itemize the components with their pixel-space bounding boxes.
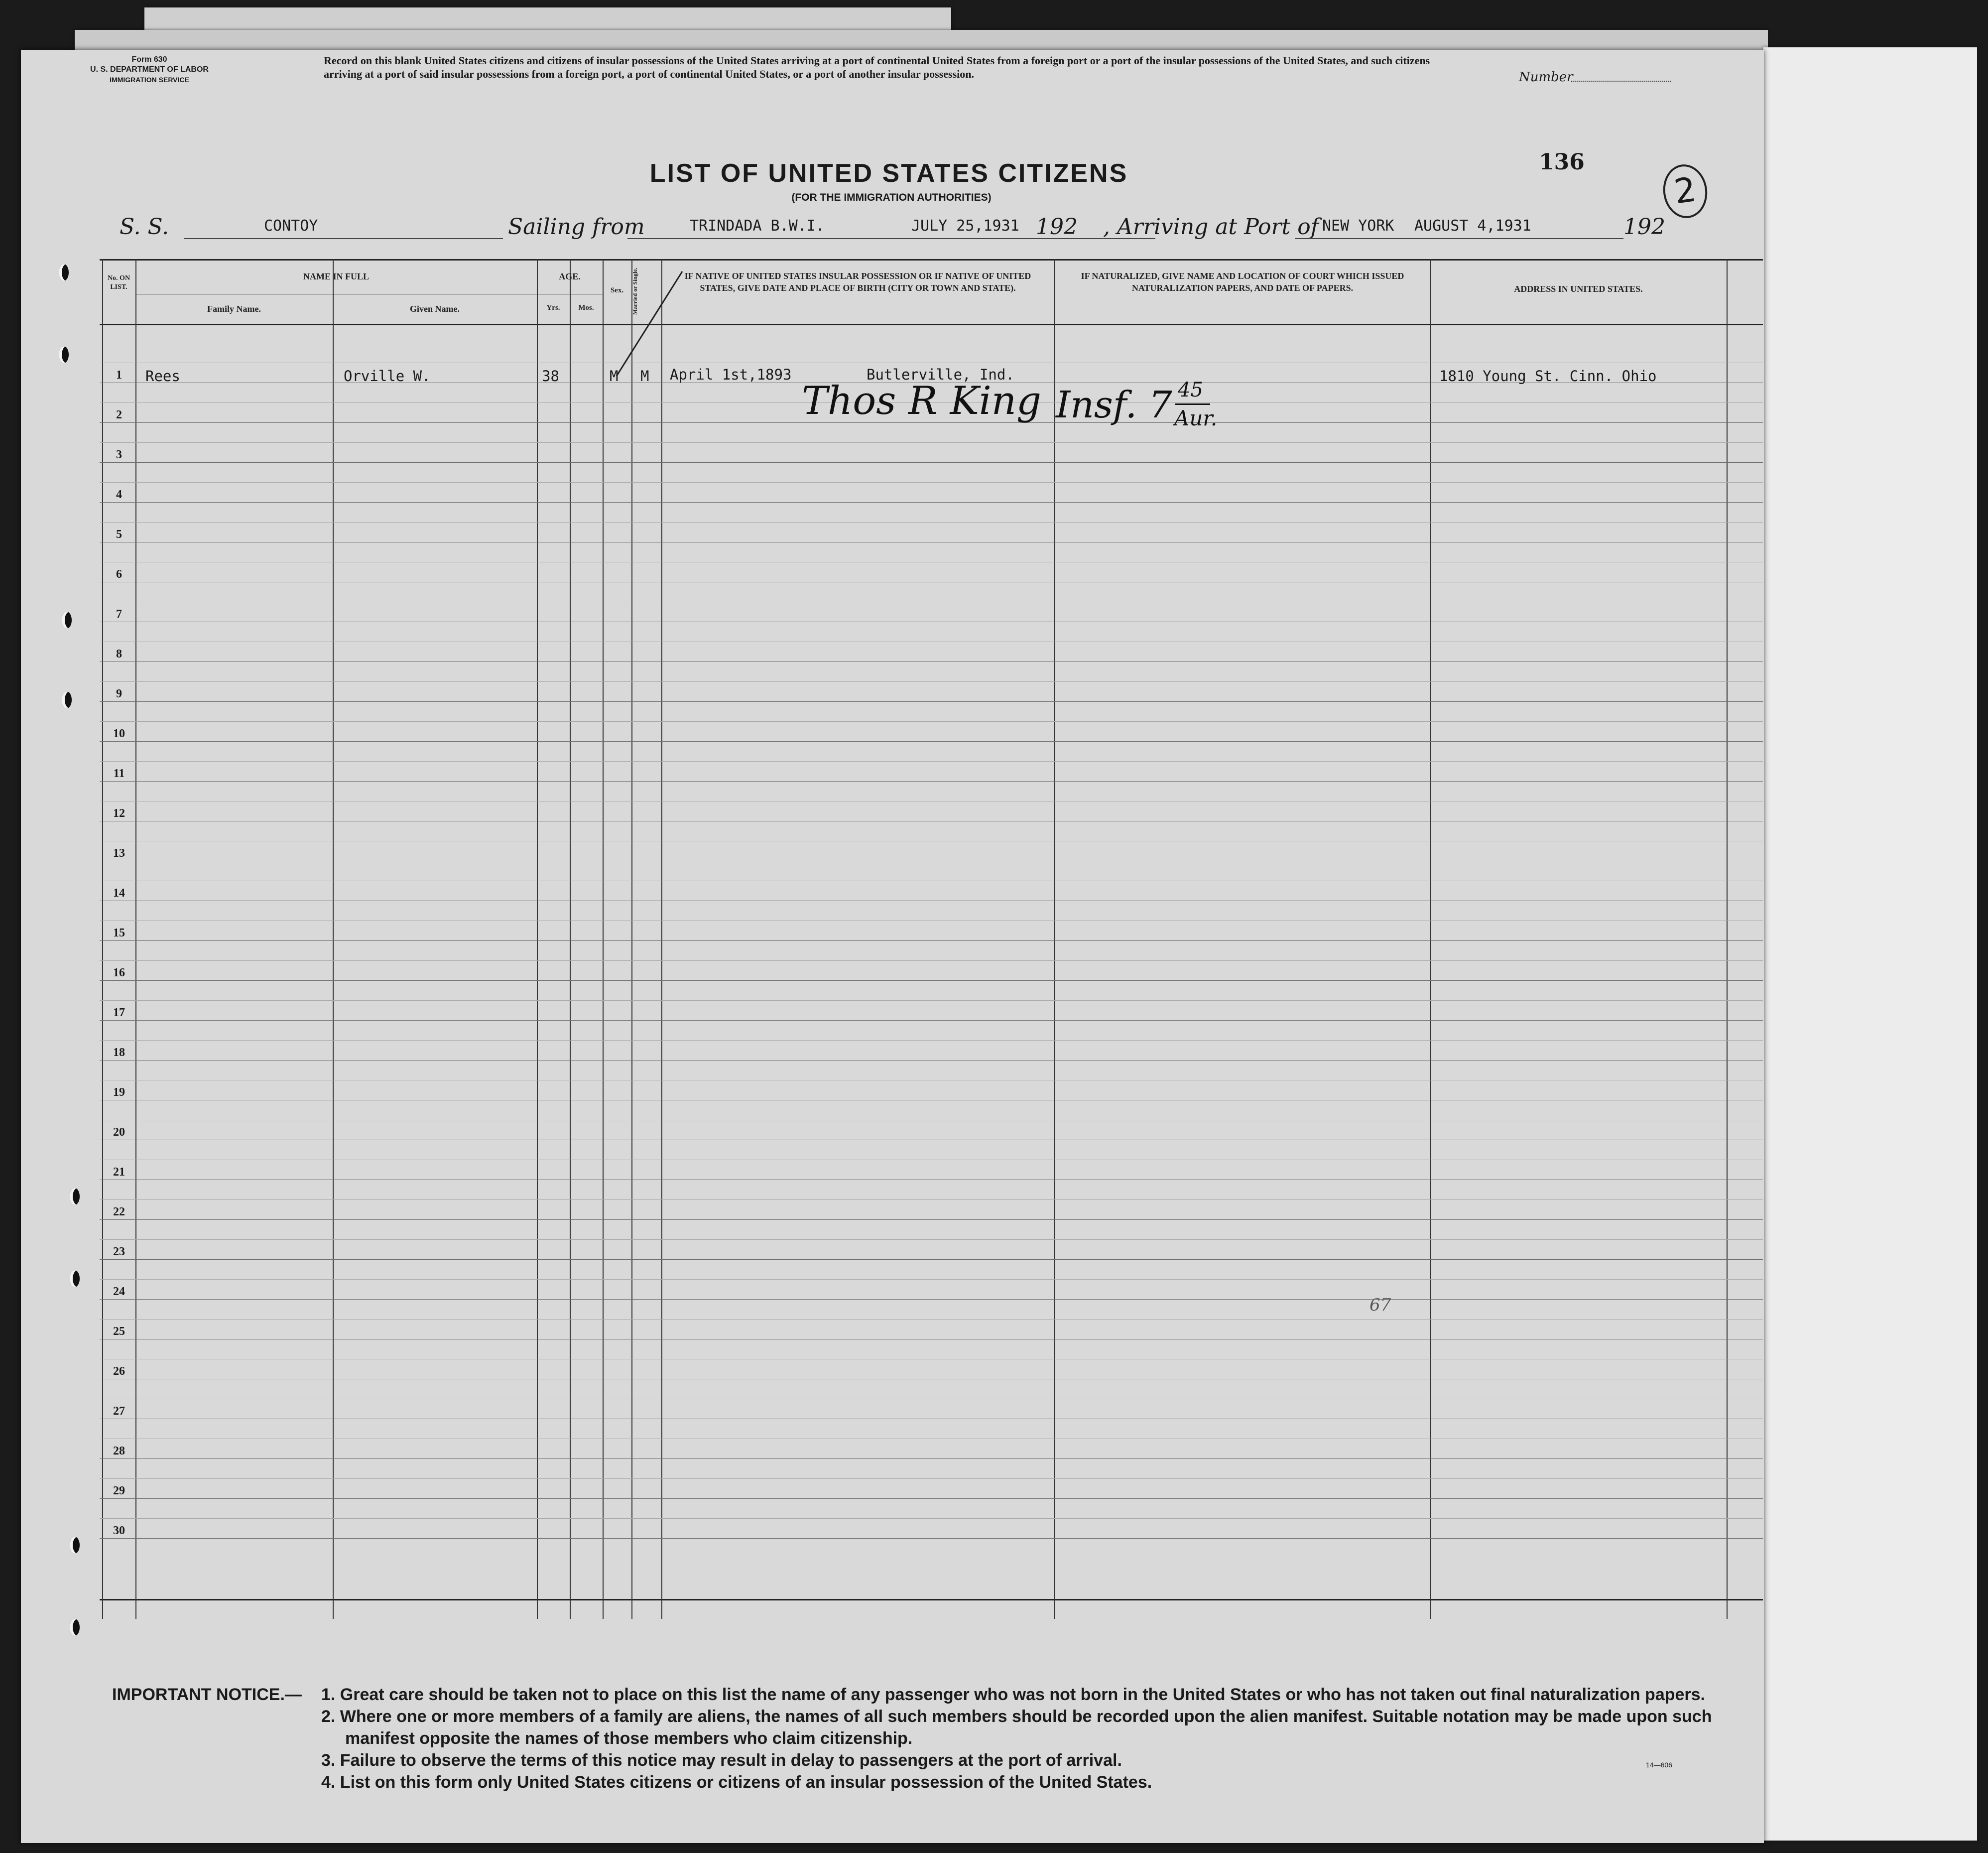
row-number: 21: [113, 1166, 125, 1179]
header-name-in-full: NAME IN FULL: [303, 271, 369, 281]
row-number: 7: [116, 608, 122, 621]
row-number: 14: [113, 887, 125, 900]
table-row: [100, 1538, 1763, 1539]
table-row-subline: [100, 482, 1763, 483]
col-divider: [102, 259, 103, 1619]
row-number: 1: [116, 369, 122, 382]
inspector-note: Insf. 7: [1056, 384, 1172, 426]
notice-items: [321, 1684, 1755, 1793]
entry-family-name: Rees: [145, 368, 180, 385]
row-number: 23: [113, 1245, 125, 1258]
row-number: 30: [113, 1524, 125, 1537]
col-divider: [1054, 259, 1055, 1619]
table-row: [100, 980, 1763, 981]
header-given-name: Given Name.: [410, 304, 460, 314]
row-number: 20: [113, 1126, 125, 1139]
header-rule: [100, 324, 1763, 325]
header-native-birth: IF NATIVE OF UNITED STATES INSULAR POSSESSION OR IF NATIVE OF UNITED STATES, GIVE DATE AND PLACE OF BIRTH (CITY OR TOWN AND STATE).: [684, 271, 1031, 293]
row-number: 28: [113, 1445, 125, 1457]
number-label: Number: [1519, 70, 1573, 85]
sex-column-check-stroke: [608, 269, 687, 389]
row-number: 17: [113, 1006, 125, 1019]
row-number: 11: [113, 767, 125, 780]
table-row: [100, 741, 1763, 742]
ship-name: CONTOY: [264, 217, 318, 235]
table-row-subline: [100, 442, 1763, 443]
table-top-rule: [100, 259, 1763, 261]
table-row-subline: [100, 1199, 1763, 1200]
number-field-line: [1571, 81, 1671, 82]
row-number: 8: [116, 648, 122, 661]
col-divider: [537, 259, 538, 1619]
row-number: 2: [116, 408, 122, 421]
passenger-table: [100, 259, 1763, 1619]
row-number: 19: [113, 1086, 125, 1099]
form-identifier: [70, 55, 229, 85]
entry-married: M: [640, 368, 649, 385]
header-family-name: Family Name.: [207, 304, 261, 314]
punch-hole: [70, 1537, 80, 1554]
arriving-label: , Arriving at Port of: [1103, 214, 1319, 240]
header-married-single: Married or Single.: [631, 267, 638, 315]
form-code: 14—606: [1646, 1761, 1672, 1769]
punch-hole: [70, 1619, 80, 1636]
notice-item: 3. Failure to observe the terms of this notice may result in delay to passengers at the port of arrival.: [321, 1751, 1122, 1770]
col-divider: [603, 259, 604, 1619]
table-row-subline: [100, 681, 1763, 682]
table-bottom-rule: [100, 1599, 1763, 1600]
row-number: 13: [113, 847, 125, 860]
table-row-subline: [100, 1279, 1763, 1280]
table-row-subline: [100, 1239, 1763, 1240]
table-row-subline: [100, 522, 1763, 523]
ship-underline: [184, 238, 503, 239]
table-row-subline: [100, 1040, 1763, 1041]
header-naturalized: IF NATURALIZED, GIVE NAME AND LOCATION OF COURT WHICH ISSUED NATURALIZATION PAPERS, AND DATE OF PAPERS.: [1081, 271, 1404, 293]
row-number: 22: [113, 1205, 125, 1218]
sailing-port: TRINDADA B.W.I.: [690, 217, 825, 235]
voyage-line: [120, 214, 1688, 244]
table-row: [100, 502, 1763, 503]
row-number: 9: [116, 687, 122, 700]
table-row-subline: [100, 721, 1763, 722]
row-number: 26: [113, 1365, 125, 1378]
entry-age-years: 38: [542, 368, 559, 385]
col-divider: [631, 259, 632, 1619]
col-divider: [661, 259, 662, 1619]
row-number: 4: [116, 488, 122, 501]
note-fraction-bottom: Aur.: [1174, 406, 1218, 430]
punch-hole: [62, 612, 72, 629]
table-row: [100, 1020, 1763, 1021]
table-row: [100, 462, 1763, 463]
row-number: 5: [116, 528, 122, 541]
row-number: 16: [113, 966, 125, 979]
col-divider: [570, 259, 571, 1619]
row-number: 3: [116, 448, 122, 461]
table-row: [100, 940, 1763, 941]
row-number: 10: [113, 727, 125, 740]
arriving-underline: [1295, 238, 1623, 239]
entry-birth-date: April 1st,1893: [670, 366, 792, 383]
header-age: AGE.: [559, 271, 581, 281]
table-row-subline: [100, 1518, 1763, 1519]
notice-item: 4. List on this form only United States citizens or citizens of an insular possession of the United States.: [321, 1773, 1152, 1792]
circled-mark: 2: [1660, 161, 1711, 221]
row-number: 25: [113, 1325, 125, 1338]
sailing-label: Sailing from: [508, 214, 645, 240]
arriving-date: AUGUST 4,1931: [1414, 217, 1531, 235]
punch-hole: [59, 264, 69, 281]
table-row-subline: [100, 1478, 1763, 1479]
year-label: 192: [1036, 214, 1078, 240]
note-fraction-top: 45: [1178, 379, 1203, 401]
table-row: [100, 1498, 1763, 1499]
col-divider: [1430, 259, 1431, 1619]
row-number: 6: [116, 568, 122, 581]
punch-hole: [59, 346, 69, 363]
table-row: [100, 1259, 1763, 1260]
punch-hole: [70, 1270, 80, 1287]
notice-item: 1. Great care should be taken not to place on this list the name of any passenger who was not born in the United States or who has not taken out final naturalization papers.: [321, 1685, 1706, 1704]
punch-hole: [62, 691, 72, 708]
entry-address: 1810 Young St. Cinn. Ohio: [1439, 368, 1657, 385]
form-instructions: Record on this blank United States citizens and citizens of insular possessions of the United States arriving at a port of continental United States from a foreign port or a port of the insular possessions of the United States, and such citizens arriving at a port of said insular possessions from a foreign port, a port of continental United States, or a port of another insular possession.: [324, 54, 1430, 80]
ss-label: S. S.: [120, 214, 169, 240]
table-row-subline: [100, 1319, 1763, 1320]
entry-sex: M: [610, 368, 619, 385]
form-number: Form 630: [131, 55, 167, 64]
table-row: [100, 701, 1763, 702]
service: IMMIGRATION SERVICE: [110, 76, 189, 84]
back-sheet-right: [1763, 47, 1977, 1841]
table-row: [100, 1458, 1763, 1459]
notice-heading: IMPORTANT NOTICE.—: [112, 1685, 302, 1704]
notice-item: 2. Where one or more members of a family are aliens, the names of all such members should be recorded upon the alien manifest. Suitable notation may be made upon such manifest opposite the names of those members who claim citizenship.: [321, 1707, 1712, 1748]
sailing-date: JULY 25,1931: [911, 217, 1019, 235]
table-row-subline: [100, 761, 1763, 762]
header-sex: Sex.: [610, 286, 624, 294]
table-row-subline: [100, 1000, 1763, 1001]
col-divider: [333, 259, 334, 1619]
page-title: LIST OF UNITED STATES CITIZENS: [649, 159, 1128, 188]
entry-given-name: Orville W.: [344, 368, 431, 385]
punch-hole: [70, 1188, 80, 1205]
fraction-bar: [1175, 403, 1210, 405]
row-number: 12: [113, 807, 125, 820]
row-number: 29: [113, 1484, 125, 1497]
col-divider: [1727, 259, 1728, 1619]
year-label-2: 192: [1623, 214, 1665, 240]
header-no-on-list: No. ON LIST.: [107, 274, 130, 291]
header-yrs: Yrs.: [546, 304, 560, 312]
page-subtitle: (FOR THE IMMIGRATION AUTHORITIES): [791, 192, 992, 203]
header-address: ADDRESS IN UNITED STATES.: [1514, 284, 1643, 294]
row-number: 24: [113, 1285, 125, 1298]
table-row: [100, 1219, 1763, 1220]
arriving-port: NEW YORK: [1322, 217, 1394, 235]
table-row: [100, 1299, 1763, 1300]
department: U. S. DEPARTMENT OF LABOR: [90, 65, 209, 74]
inspector-signature: Thos R King: [802, 379, 1041, 423]
row-number: 27: [113, 1405, 125, 1418]
header-mos: Mos.: [578, 304, 594, 312]
stray-mark: 67: [1369, 1295, 1391, 1315]
row-number: 18: [113, 1046, 125, 1059]
col-divider: [135, 259, 136, 1619]
table-row: [100, 781, 1763, 782]
table-row-subline: [100, 960, 1763, 961]
entry-birth-place: Butlerville, Ind.: [867, 366, 1014, 383]
row-number: 15: [113, 926, 125, 939]
list-number: 136: [1539, 149, 1585, 175]
